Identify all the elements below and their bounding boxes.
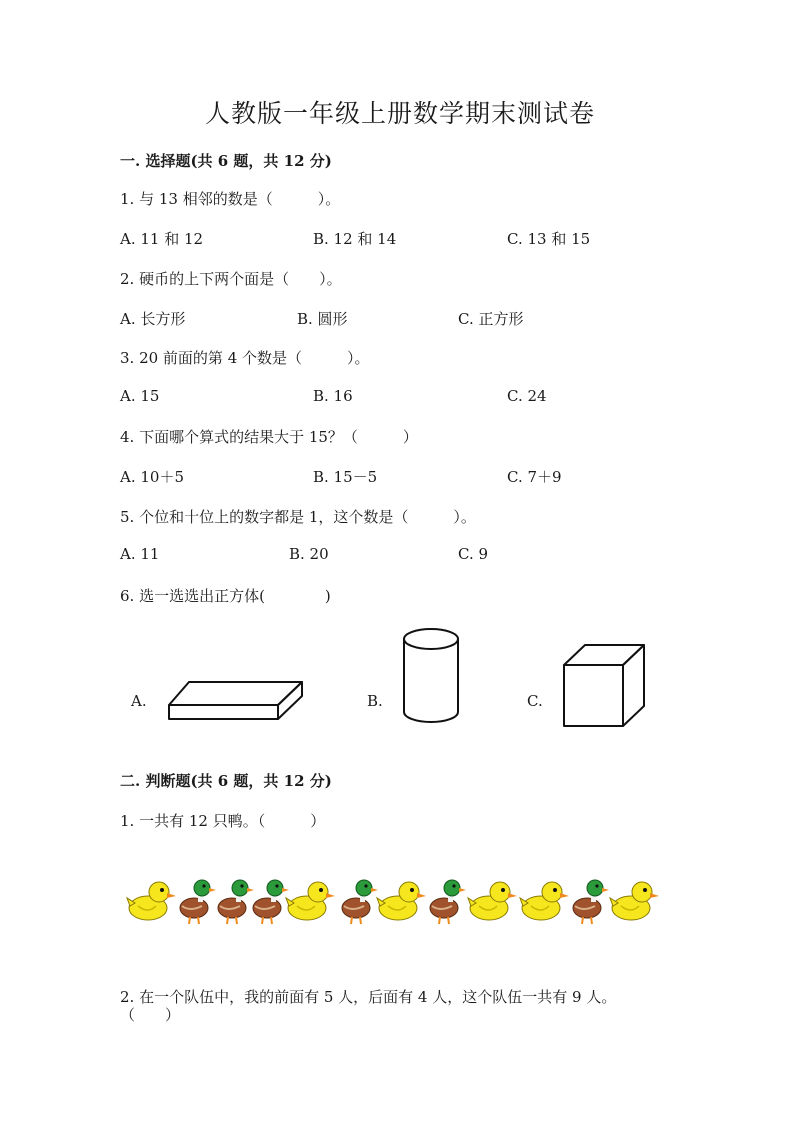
q5-option-b[interactable]: B. 20 xyxy=(289,545,329,563)
yellow-duck-icon xyxy=(376,876,428,926)
q2-option-a[interactable]: A. 长方形 xyxy=(120,310,186,328)
cube-figure xyxy=(558,640,650,730)
mallard-duck-icon xyxy=(338,876,378,926)
judgement-question-2: 2. 在一个队伍中，我的前面有 5 人，后面有 4 人，这个队伍一共有 9 人。 xyxy=(120,988,617,1006)
mallard-duck-icon xyxy=(214,876,254,926)
q6-option-a[interactable]: A. xyxy=(131,692,147,710)
q4-option-b[interactable]: B. 15－5 xyxy=(313,468,378,486)
q6-option-c[interactable]: C. xyxy=(527,692,543,710)
mallard-duck-icon xyxy=(249,876,289,926)
question-5: 5. 个位和十位上的数字都是 1，这个数是（ ）。 xyxy=(120,508,476,526)
q4-option-a[interactable]: A. 10＋5 xyxy=(120,468,184,486)
q5-option-c[interactable]: C. 9 xyxy=(458,545,489,563)
mallard-duck-icon xyxy=(569,876,609,926)
q6-option-b[interactable]: B. xyxy=(367,692,383,710)
section-heading-choice: 一. 选择题(共 6 题，共 12 分) xyxy=(120,152,332,170)
q2-option-c[interactable]: C. 正方形 xyxy=(458,310,524,328)
q3-option-a[interactable]: A. 15 xyxy=(120,387,160,405)
question-3: 3. 20 前面的第 4 个数是（ ）。 xyxy=(120,349,370,367)
q1-option-a[interactable]: A. 11 和 12 xyxy=(120,230,204,248)
cylinder-figure xyxy=(398,624,464,728)
q1-option-c[interactable]: C. 13 和 15 xyxy=(507,230,591,248)
mallard-duck-icon xyxy=(176,876,216,926)
question-1: 1. 与 13 相邻的数是（ ）。 xyxy=(120,190,341,208)
mallard-duck-icon xyxy=(426,876,466,926)
yellow-duck-icon xyxy=(609,876,661,926)
yellow-duck-icon xyxy=(285,876,337,926)
page-title: 人教版一年级上册数学期末测试卷 xyxy=(204,99,595,128)
q2-option-b[interactable]: B. 圆形 xyxy=(297,310,348,328)
section-heading-judgement: 二. 判断题(共 6 题，共 12 分) xyxy=(120,772,332,790)
yellow-duck-icon xyxy=(467,876,519,926)
q3-option-b[interactable]: B. 16 xyxy=(313,387,353,405)
judgement-question-1: 1. 一共有 12 只鸭。（ ） xyxy=(120,812,326,830)
q3-option-c[interactable]: C. 24 xyxy=(507,387,547,405)
q1-option-b[interactable]: B. 12 和 14 xyxy=(313,230,397,248)
judgement-question-2-blank[interactable]: （ ） xyxy=(120,1006,181,1024)
question-2: 2. 硬币的上下两个面是（ ）。 xyxy=(120,270,342,288)
q5-option-a[interactable]: A. 11 xyxy=(120,545,160,563)
flat-cuboid-figure xyxy=(160,676,310,726)
q4-option-c[interactable]: C. 7＋9 xyxy=(507,468,562,486)
yellow-duck-icon xyxy=(126,876,178,926)
question-4: 4. 下面哪个算式的结果大于 15？（ ） xyxy=(120,428,418,446)
yellow-duck-icon xyxy=(519,876,571,926)
question-6: 6. 选一选选出正方体( ) xyxy=(120,587,331,605)
